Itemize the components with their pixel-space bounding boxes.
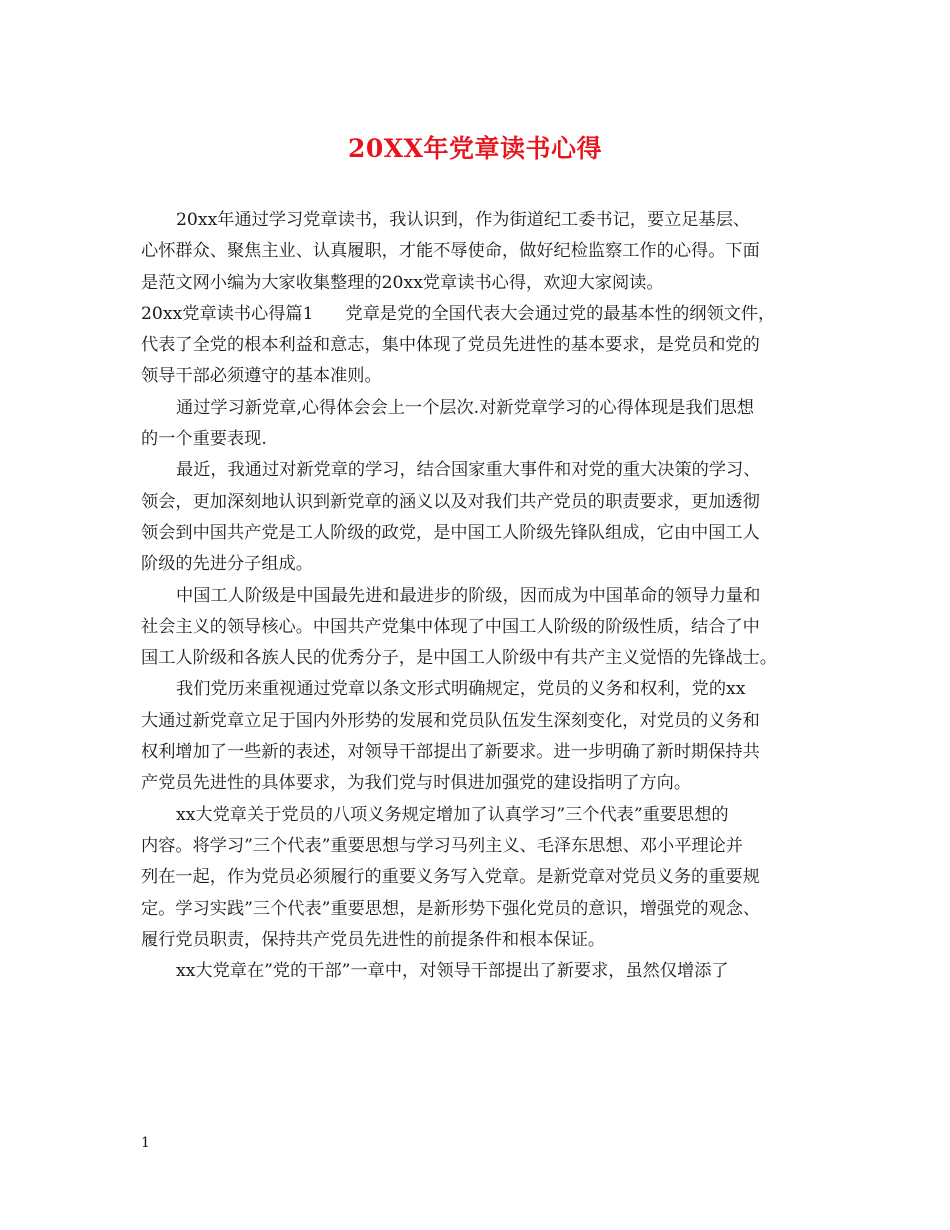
section-heading-line [141,299,813,330]
text-line: 产党员先进性的具体要求，为我们党与时俱进加强党的建设指明了方向。 [141,773,692,794]
text-line: 领导干部必须遵守的基本准则。 [141,366,382,387]
text-line: 定。学习实践”三个代表”重要思想，是新形势下强化党员的意识，增强党的观念、 [141,898,761,919]
text-line: 代表了全党的根本利益和意志，集中体现了党员先进性的基本要求，是党员和党的 [141,335,760,356]
document-body [141,205,813,987]
page-number: 1 [141,1135,150,1151]
text-line: 领会，更加深刻地认识到新党章的涵义以及对我们共产党员的职责要求，更加透彻 [141,491,760,512]
text-line: 心怀群众、聚焦主业、认真履职，才能不辱使命，做好纪检监察工作的心得。下面 [141,241,760,262]
text-line: 大通过新党章立足于国内外形势的发展和党员队伍发生深刻变化，对党员的义务和 [141,710,760,731]
text-line: 是范文网小编为大家收集整理的20xx党章读书心得，欢迎大家阅读。 [141,272,664,293]
text-line: 的一个重要表现. [141,429,267,450]
text-line: 社会主义的领导核心。中国共产党集中体现了中国工人阶级的阶级性质，结合了中 [141,616,760,637]
text-line: 国工人阶级和各族人民的优秀分子，是中国工人阶级中有共产主义觉悟的先锋战士。 [141,648,777,669]
text-line: xx大党章关于党员的八项义务规定增加了认真学习”三个代表”重要思想的 [176,804,729,825]
text-line: 阶级的先进分子组成。 [141,554,313,575]
section-heading: 20xx党章读书心得篇1 [141,303,314,324]
text-line: 20xx年通过学习党章读书，我认识到，作为街道纪工委书记，要立足基层、 [176,210,751,230]
text-line: 中国工人阶级是中国最先进和最进步的阶级，因而成为中国革命的领导力量和 [176,585,761,606]
text-line: 领会到中国共产党是工人阶级的政党，是中国工人阶级先锋队组成，它由中国工人 [141,522,760,543]
text-line: 权利增加了一些新的表述，对领导干部提出了新要求。进一步明确了新时期保持共 [141,742,760,763]
document-title: 20XX年党章读书心得 [347,134,603,163]
text-line: 履行党员职责，保持共产党员先进性的前提条件和根本保证。 [141,929,606,950]
text-line: xx大党章在”党的干部”一章中，对领导干部提出了新要求，虽然仅增添了 [176,961,729,982]
text-line: 通过学习新党章,心得体会会上一个层次.对新党章学习的心得体现是我们思想 [176,397,755,418]
text-line: 内容。将学习”三个代表”重要思想与学习马列主义、毛泽东思想、邓小平理论并 [141,835,743,856]
text-line: 我们党历来重视通过党章以条文形式明确规定，党员的义务和权利，党的xx [176,679,746,700]
text-line: 列在一起，作为党员必须履行的重要义务写入党章。是新党章对党员义务的重要规 [141,867,760,888]
text-line: 最近，我通过对新党章的学习，结合国家重大事件和对党的重大决策的学习、 [176,460,761,481]
text-line: 党章是党的全国代表大会通过党的最基本性的纲领文件， [345,303,776,324]
